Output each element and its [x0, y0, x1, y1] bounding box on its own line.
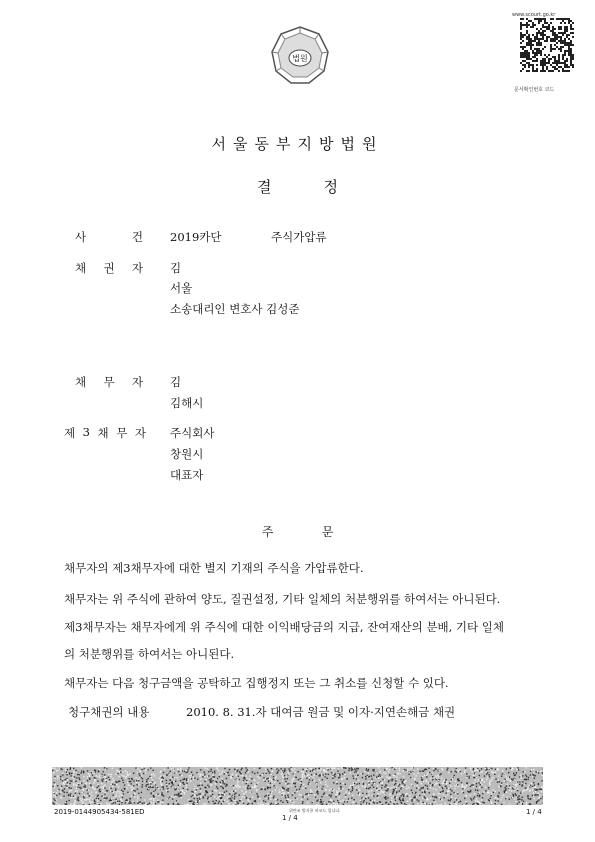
claim-label: 청구채권의 내용	[68, 705, 150, 719]
seal-text: 법원	[292, 54, 308, 63]
court-name: 서울동부지방법원	[211, 135, 384, 153]
debtor-name: 김	[170, 375, 182, 389]
site-url: www.scourt.go.kr	[512, 12, 556, 18]
document-id: 2019-0144905434-581ED	[54, 808, 145, 816]
creditor-address: 서울	[170, 281, 193, 295]
third-debtor-representative: 대표자	[170, 468, 204, 482]
creditor-label: 채 권 자	[75, 261, 143, 275]
third-debtor-address: 창원시	[170, 447, 204, 461]
center-page-number: 1 / 4	[282, 814, 298, 822]
case-name: 주식가압류	[271, 230, 327, 244]
barcode-note: 위변조 방지용 바코드 입니다.	[289, 808, 341, 813]
case-label: 사 건	[75, 230, 143, 244]
third-debtor-label: 제 3 채 무 자	[64, 425, 146, 440]
qr-code-icon	[520, 18, 574, 72]
debtor-address: 김해시	[170, 396, 204, 410]
order-paragraph: 제3채무자는 채무자에게 위 주식에 대한 이익배당금의 지급, 잔여재산의 분배, 기타 일체	[64, 620, 504, 634]
order-paragraph: 채무자는 위 주식에 관하여 양도, 질권설정, 기타 일체의 처분행위를 하여서는 아니된다.	[64, 592, 501, 606]
qr-caption: 문서확인번호 코드	[514, 87, 555, 93]
claim-text: 2010. 8. 31.자 대여금 원금 및 이자·지연손해금 채권	[186, 705, 456, 719]
court-seal-icon	[269, 25, 331, 87]
case-number: 2019카단	[170, 230, 222, 244]
order-paragraph: 채무자는 다음 청구금액을 공탁하고 집행정지 또는 그 취소를 신청할 수 있다.	[64, 676, 449, 690]
third-debtor-name: 주식회사	[170, 426, 215, 440]
debtor-label: 채 무 자	[75, 375, 143, 389]
page-number: 1 / 4	[526, 808, 542, 816]
order-title: 주 문	[261, 525, 334, 539]
order-paragraph: 채무자의 제3채무자에 대한 별지 기재의 주식을 가압류한다.	[64, 561, 364, 575]
creditor-name: 김	[170, 261, 182, 275]
creditor-attorney: 소송대리인 변호사 김성준	[170, 302, 300, 316]
document-type-title: 결 정	[257, 178, 338, 196]
order-paragraph-continued: 의 처분행위를 하여서는 아니된다.	[64, 647, 235, 661]
anti-forgery-barcode	[52, 767, 543, 805]
